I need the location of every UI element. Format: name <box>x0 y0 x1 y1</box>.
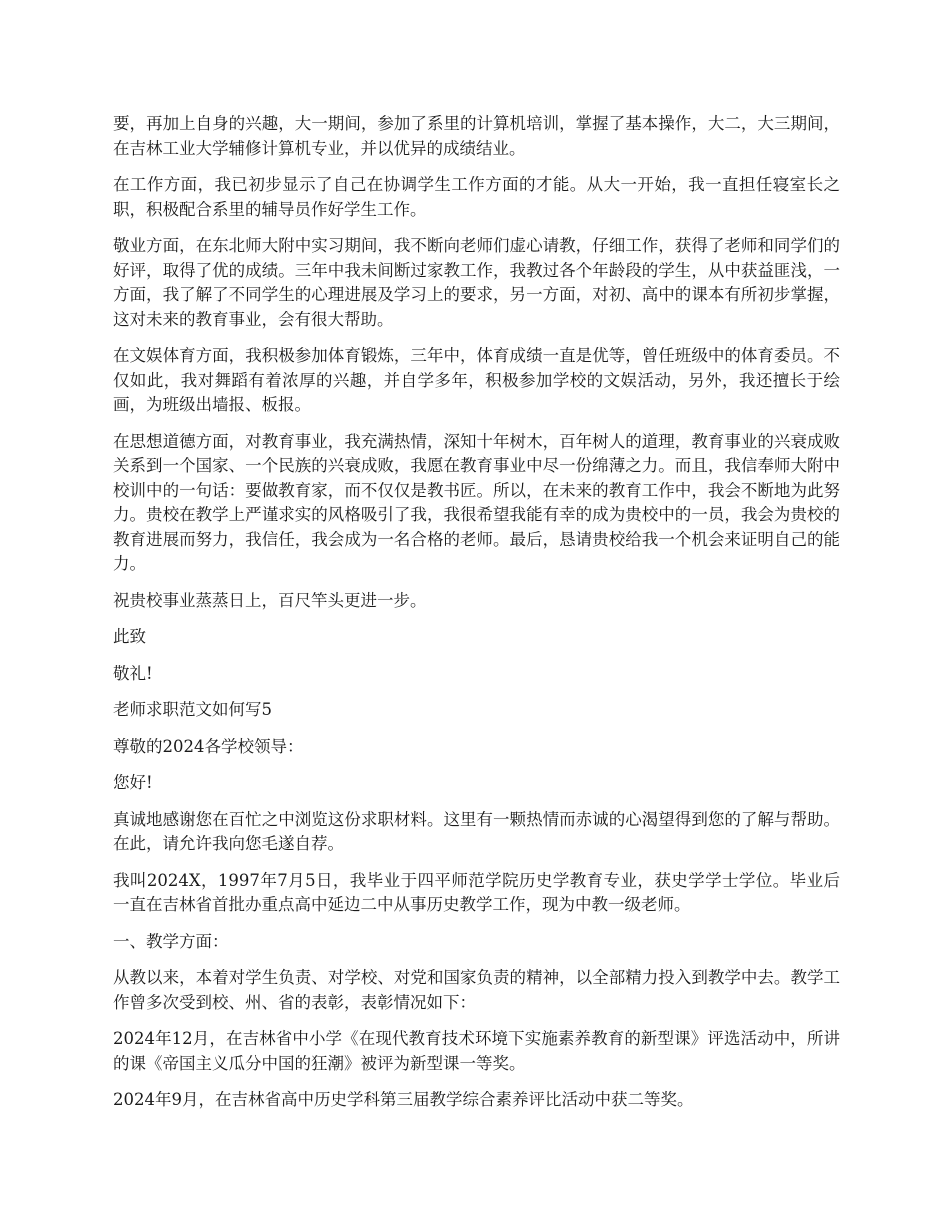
heading-teaching: 一、教学方面： <box>113 931 229 951</box>
paragraph-wishes: 祝贵校事业蒸蒸日上，百尺竿头更进一步。 <box>113 590 427 610</box>
paragraph-work: 在工作方面，我已初步显示了自己在协调学生工作方面的才能。从大一开始，我一直担任寝室长之职，积极配合系里的辅导员作好学生工作。 <box>113 175 840 219</box>
document-page <box>113 112 840 1125</box>
paragraph-thanks: 真诚地感谢您在百忙之中浏览这份求职材料。这里有一颗热情而赤诚的心渴望得到您的了解与帮助。在此，请允许我向您毛遂自荐。 <box>113 809 840 853</box>
paragraph-award-1: 2024年12月，在吉林省中小学《在现代教育技术环境下实施素养教育的新型课》评选活动中，所讲的课《帝国主义瓜分中国的狂潮》被评为新型课一等奖。 <box>113 1029 840 1073</box>
greeting: 您好! <box>113 773 153 792</box>
paragraph-morality: 在思想道德方面，对教育事业，我充满热情，深知十年树木，百年树人的道理，教育事业的兴衰成败关系到一个国家、一个民族的兴衰成败，我愿在教育事业中尽一份绵薄之力。而且，我信奉师大附中校训中的一句话：要做教育家，而不仅仅是教书匠。所以，在未来的教育工作中，我会不断地为此努力。贵校在教学上严谨求实的风格吸引了我，我很希望我能有幸的成为贵校中的一员，我会为贵校的教育进展而努力，我信任，我会成为一名合格的老师。最后，恳请贵校给我一个机会来证明自己的能力。 <box>113 431 840 573</box>
salutation: 尊敬的2024各学校领导： <box>113 736 304 756</box>
paragraph-introduction: 我叫2024X，1997年7月5日，我毕业于四平师范学院历史学教育专业，获史学学士学位。毕业后一直在吉林省首批办重点高中延边二中从事历史教学工作，现为中教一级老师。 <box>113 870 840 914</box>
section-title: 老师求职范文如何写5 <box>113 700 272 719</box>
closing-cizhi: 此致 <box>113 627 146 646</box>
paragraph-sports-arts: 在文娱体育方面，我积极参加体育锻炼，三年中，体育成绩一直是优等，曾任班级中的体育委员。不仅如此，我对舞蹈有着浓厚的兴趣，并自学多年，积极参加学校的文娱活动，另外，我还擅长于绘画，为班级出墙报、板报。 <box>113 346 840 414</box>
paragraph-teaching: 从教以来，本着对学生负责、对学校、对党和国家负责的精神，以全部精力投入到教学中去。教学工作曾多次受到校、州、省的表彰，表彰情况如下： <box>113 968 840 1012</box>
paragraph-computer-training: 要，再加上自身的兴趣，大一期间，参加了系里的计算机培训，掌握了基本操作，大二，大三期间，在吉林工业大学辅修计算机专业，并以优异的成绩结业。 <box>113 114 840 158</box>
paragraph-award-2: 2024年9月，在吉林省高中历史学科第三届教学综合素养评比活动中获二等奖。 <box>113 1090 694 1109</box>
paragraph-dedication: 敬业方面，在东北师大附中实习期间，我不断向老师们虚心请教，仔细工作，获得了老师和同学们的好评，取得了优的成绩。三年中我未间断过家教工作，我教过各个年龄段的学生，从中获益匪浅，一方面，我了解了不同学生的心理进展及学习上的要求，另一方面，对初、高中的课本有所初步掌握，这对未来的教育事业，会有很大帮助。 <box>113 236 840 329</box>
closing-jingli: 敬礼! <box>113 663 153 683</box>
